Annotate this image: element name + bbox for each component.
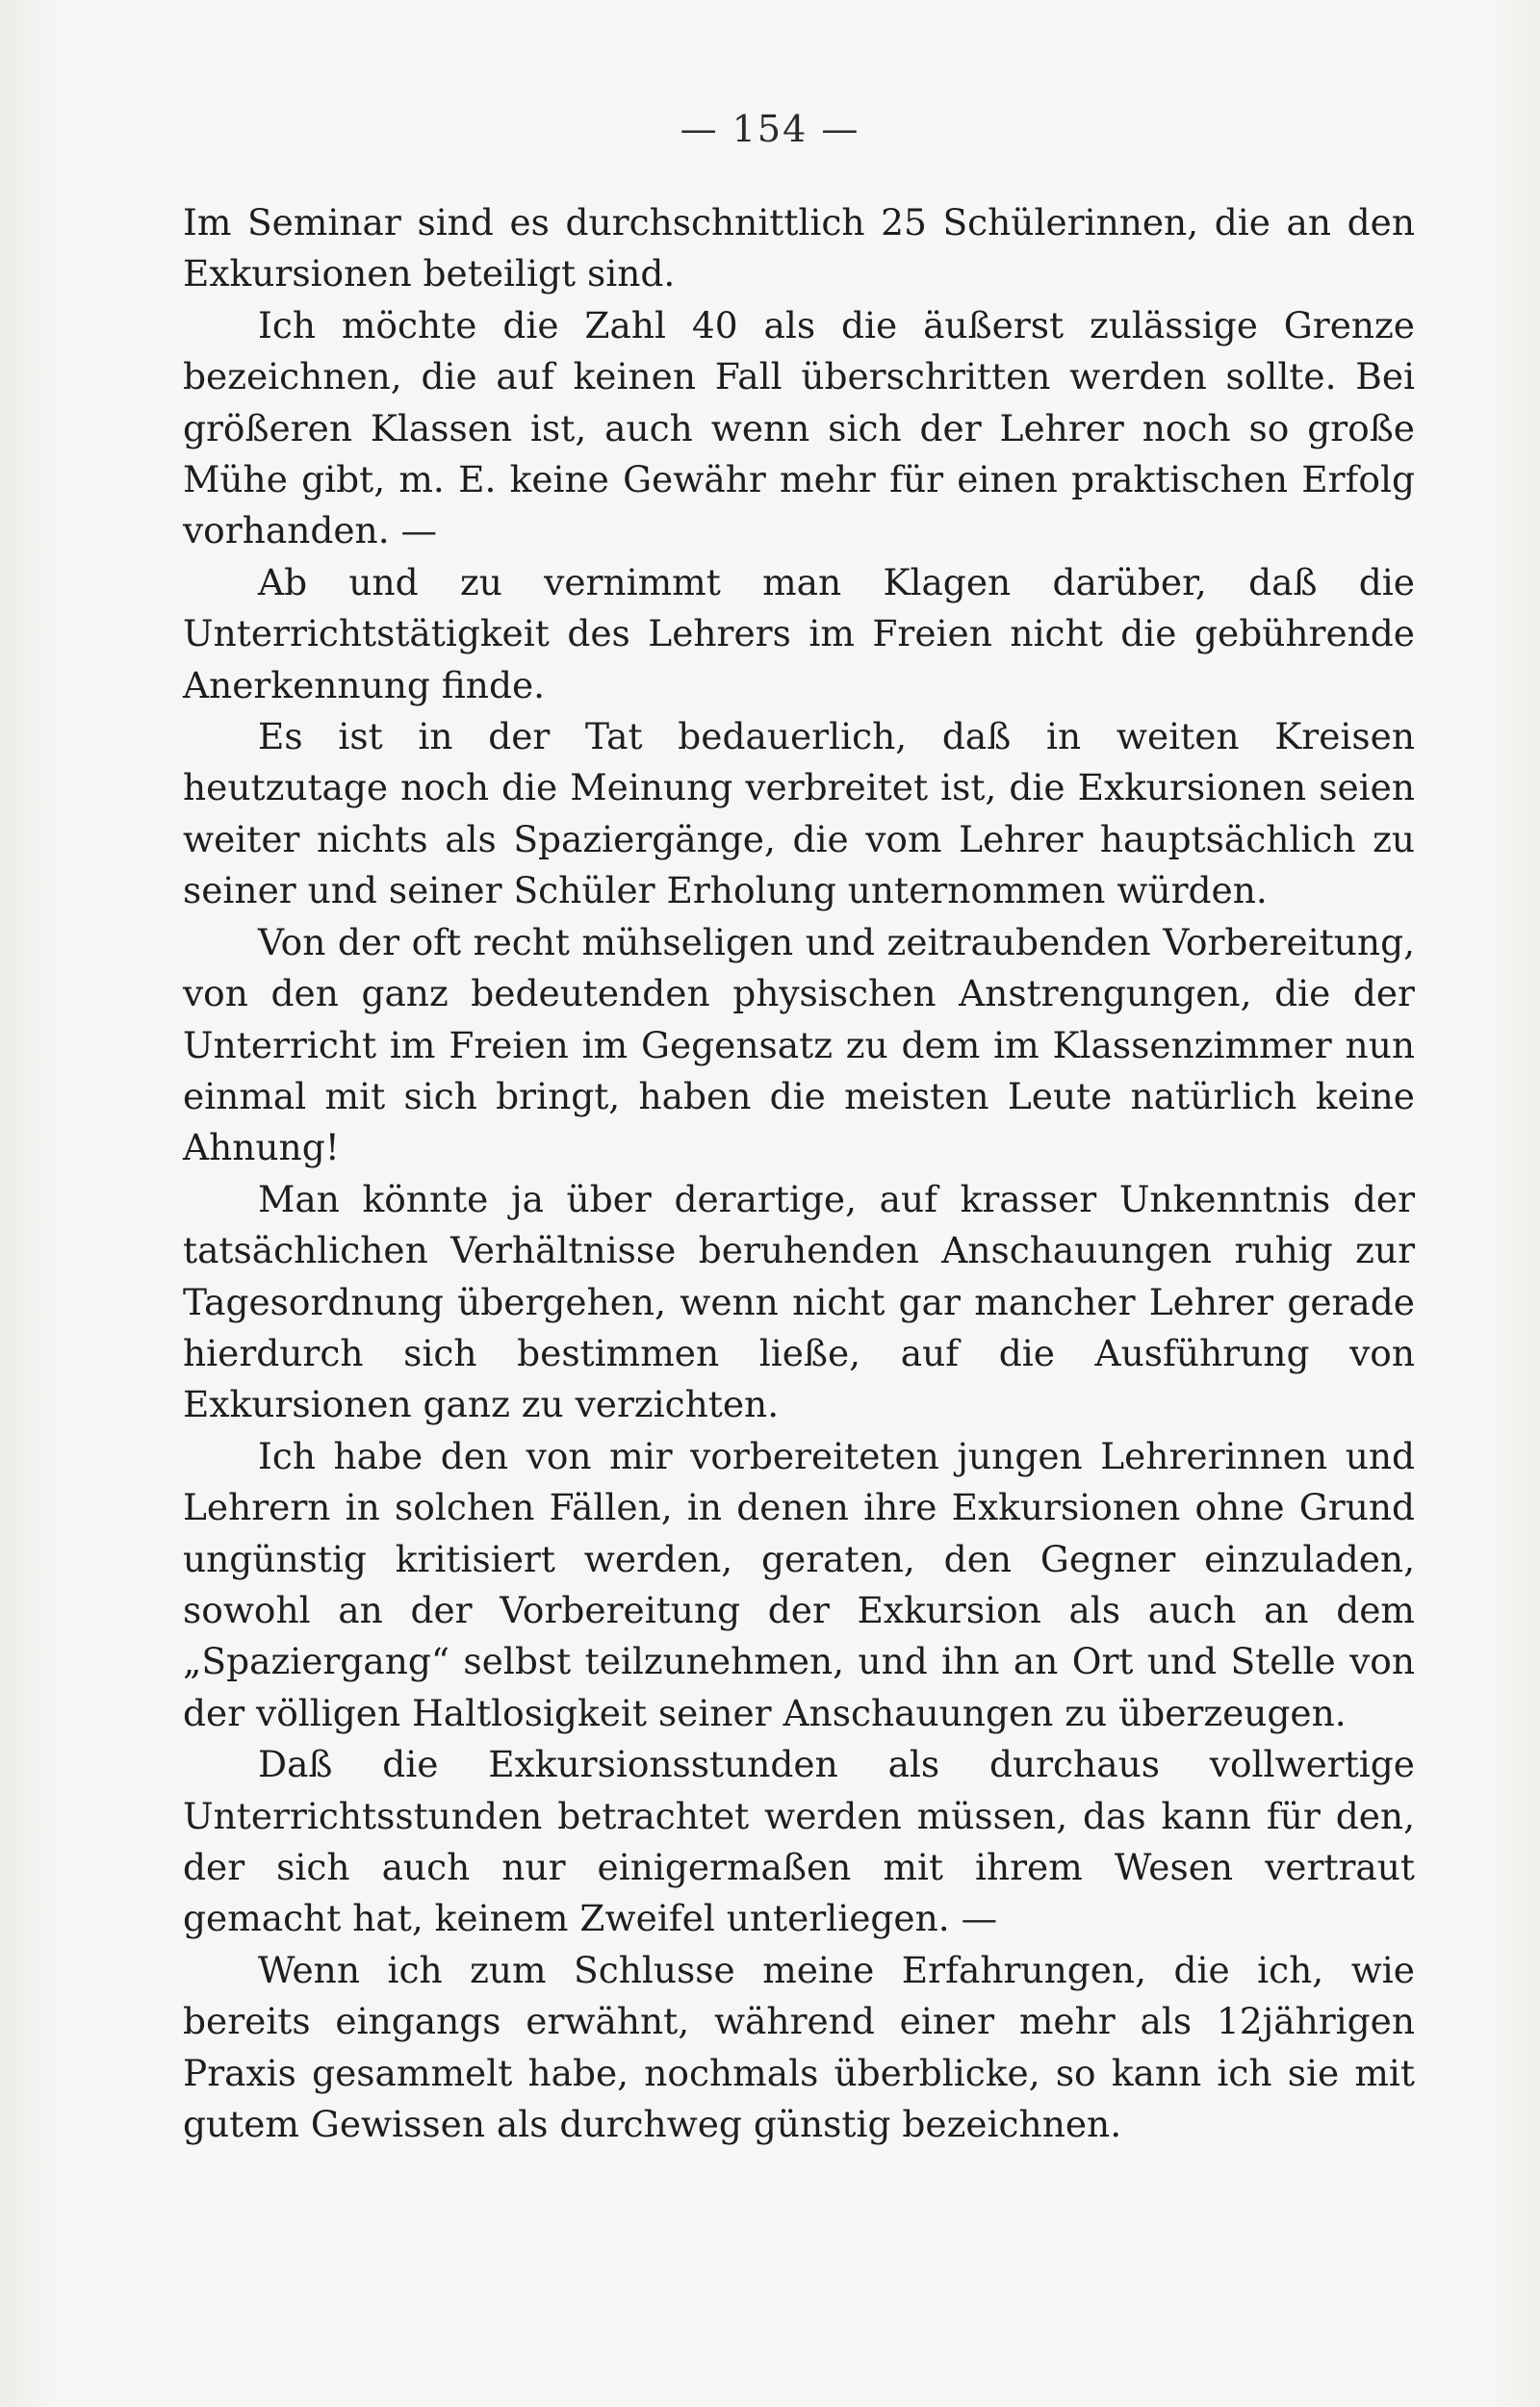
paragraph: Wenn ich zum Schlusse meine Erfahrungen, die ich, wie bereits eingangs erwähnt, während einer mehr als 12jährigen Praxis gesammelt habe, nochmals überblicke, so kann ich sie mit gutem Gewissen als durchweg günstig bezeichnen.: [183, 1948, 1415, 2146]
paragraph: Im Seminar sind es durchschnittlich 25 Schülerinnen, die an den Exkursionen beteiligt sind.: [183, 201, 1415, 295]
paragraph: Daß die Exkursionsstunden als durchaus vollwertige Unterrichtsstunden betrachtet werden müssen, das kann für den, der sich auch nur einigermaßen mit ihrem Wesen vertraut gemacht hat, keinem Zweifel unterliegen. —: [183, 1743, 1415, 1940]
paragraph: Von der oft recht mühseligen und zeitraubenden Vorbereitung, von den ganz bedeutenden physischen Anstrengungen, die der Unterricht im Freien im Gegensatz zu dem im Klassenzimmer nun einmal mit sich bringt, haben die meisten Leute natürlich keine Ahnung!: [183, 920, 1415, 1169]
paragraph: Ich habe den von mir vorbereiteten jungen Lehrerinnen und Lehrern in solchen Fällen, in denen ihre Exkursionen ohne Grund ungünstig kritisiert werden, geraten, den Gegner einzuladen, sowohl an der Vorbereitung der Exkursion als auch an dem „Spaziergang“ selbst teilzunehmen, und ihn an Ort und Stelle von der völligen Haltlosigkeit seiner Anschauungen zu überzeugen.: [183, 1434, 1415, 1734]
body-text: [183, 197, 1415, 2150]
page-number: — 154 —: [680, 108, 860, 150]
paragraph: Ab und zu vernimmt man Klagen darüber, daß die Unterrichtstätigkeit des Lehrers im Freien nicht die gebührende Anerkennung finde.: [183, 560, 1415, 706]
paragraph: Man könnte ja über derartige, auf krasser Unkenntnis der tatsächlichen Verhältnisse beruhenden Anschauungen ruhig zur Tagesordnung übergehen, wenn nicht gar mancher Lehrer gerade hierdurch sich bestimmen ließe, auf die Ausführung von Exkursionen ganz zu verzichten.: [183, 1177, 1415, 1426]
paragraph: Ich möchte die Zahl 40 als die äußerst zulässige Grenze bezeichnen, die auf keinen Fall überschritten werden sollte. Bei größeren Klassen ist, auch wenn sich der Lehrer noch so große Mühe gibt, m. E. keine Gewähr mehr für einen praktischen Erfolg vorhanden. —: [183, 303, 1415, 552]
paragraph: Es ist in der Tat bedauerlich, daß in weiten Kreisen heutzutage noch die Meinung verbreitet ist, die Exkursionen seien weiter nichts als Spaziergänge, die vom Lehrer hauptsächlich zu seiner und seiner Schüler Erholung unternommen würden.: [183, 715, 1415, 912]
